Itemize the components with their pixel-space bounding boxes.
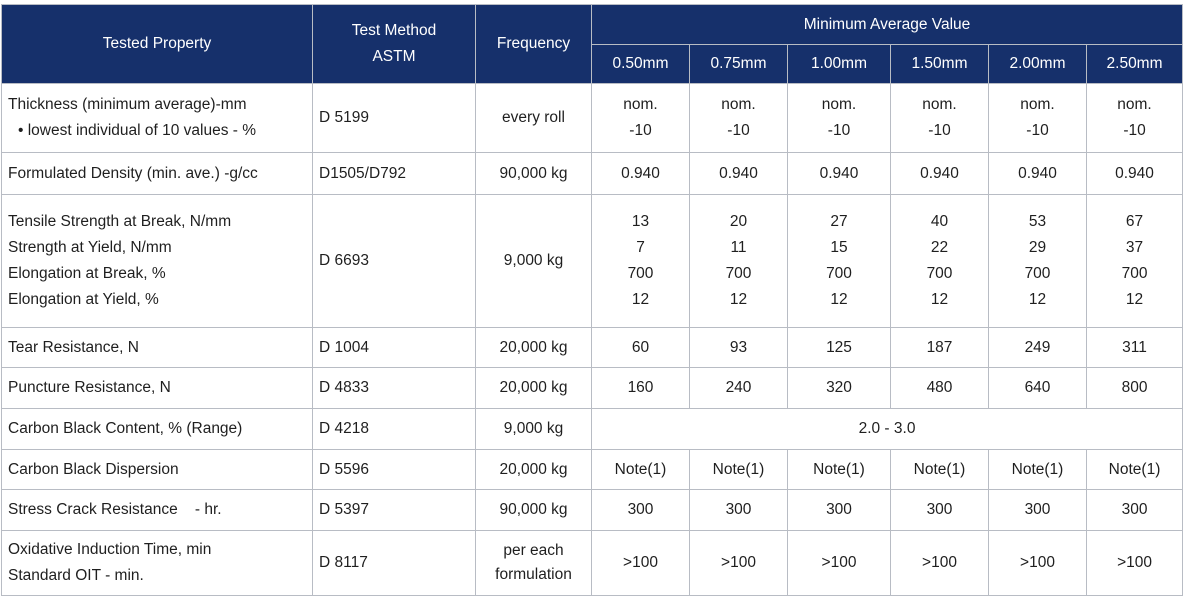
- property-cell: [2, 531, 313, 596]
- property-cell: [2, 84, 313, 153]
- property-cell: [2, 195, 313, 328]
- value-line: 12: [729, 291, 748, 308]
- value-line: nom.: [1117, 96, 1152, 113]
- frequency-cell: 20,000 kg: [476, 368, 592, 409]
- property-line: Standard OIT - min.: [8, 567, 144, 584]
- value-cell: 125: [788, 328, 891, 368]
- value-line: -10: [928, 122, 951, 139]
- method-cell: D 1004: [313, 328, 476, 368]
- value-cell: 800: [1087, 368, 1183, 409]
- header-minimum-average-value: Minimum Average Value: [592, 5, 1183, 45]
- value-line: nom.: [821, 96, 857, 113]
- value-cell: 300: [592, 490, 690, 531]
- method-cell: D 5596: [313, 450, 476, 490]
- method-cell: D1505/D792: [313, 153, 476, 195]
- table-row-oit: [2, 531, 1183, 596]
- value-cell: >100: [788, 531, 891, 596]
- frequency-cell: 20,000 kg: [476, 328, 592, 368]
- table-row-tear: [2, 328, 1183, 368]
- value-line: 700: [1121, 265, 1148, 282]
- value-line: 11: [730, 239, 747, 256]
- value-line: -10: [1123, 122, 1146, 139]
- value-cell: 0.940: [1087, 153, 1183, 195]
- value-cell: 0.940: [891, 153, 989, 195]
- value-cell: Note(1): [788, 450, 891, 490]
- header-thickness-col: 2.00mm: [989, 45, 1087, 84]
- value-cell: 320: [788, 368, 891, 409]
- table-row-thickness: [2, 84, 1183, 153]
- value-cell: 300: [1087, 490, 1183, 531]
- table-row-tensile: [2, 195, 1183, 328]
- value-line: 40: [930, 213, 949, 230]
- table-header: [2, 5, 1183, 84]
- value-line: nom.: [922, 96, 957, 113]
- value-cell: Note(1): [592, 450, 690, 490]
- value-cell: 0.940: [592, 153, 690, 195]
- property-line: Thickness (minimum average)-mm: [8, 96, 247, 113]
- property-line: Elongation at Break, %: [8, 265, 166, 282]
- value-line: 700: [1024, 265, 1051, 282]
- header-test-method-line1: Test Method: [351, 22, 437, 39]
- value-line: 700: [627, 265, 654, 282]
- value-cell: >100: [592, 531, 690, 596]
- frequency-line: per each: [503, 542, 564, 559]
- value-line: -10: [827, 122, 851, 139]
- value-cell: [788, 84, 891, 153]
- value-cell: 640: [989, 368, 1087, 409]
- property-cell: Carbon Black Content, % (Range): [2, 409, 313, 450]
- table-row-puncture: [2, 368, 1183, 409]
- header-test-method-line2: ASTM: [372, 48, 416, 65]
- header-thickness-col: 1.50mm: [891, 45, 989, 84]
- property-line: Tensile Strength at Break, N/mm: [8, 213, 232, 230]
- value-cell: >100: [989, 531, 1087, 596]
- value-line: -10: [1026, 122, 1049, 139]
- value-cell: >100: [1087, 531, 1183, 596]
- value-cell: [1087, 84, 1183, 153]
- method-cell: D 8117: [313, 531, 476, 596]
- value-cell: [891, 84, 989, 153]
- value-cell: 0.940: [788, 153, 891, 195]
- table-row-carbon-content: [2, 409, 1183, 450]
- value-line: 12: [1028, 291, 1047, 308]
- method-cell: D 4218: [313, 409, 476, 450]
- value-cell: 300: [891, 490, 989, 531]
- value-cell: >100: [690, 531, 788, 596]
- value-line: -10: [629, 122, 652, 139]
- frequency-cell: [476, 531, 592, 596]
- value-cell: 480: [891, 368, 989, 409]
- value-line: 700: [926, 265, 953, 282]
- value-line: 27: [830, 213, 848, 230]
- value-line: -10: [727, 122, 750, 139]
- value-cell: [891, 195, 989, 328]
- value-cell: 300: [690, 490, 788, 531]
- property-line: Elongation at Yield, %: [8, 291, 159, 308]
- value-line: 53: [1028, 213, 1047, 230]
- header-thickness-col: 2.50mm: [1087, 45, 1183, 84]
- property-line: Strength at Yield, N/mm: [8, 239, 172, 256]
- value-cell: [592, 84, 690, 153]
- method-cell: D 5397: [313, 490, 476, 531]
- value-cell: 60: [592, 328, 690, 368]
- method-cell: D 5199: [313, 84, 476, 153]
- frequency-cell: 9,000 kg: [476, 409, 592, 450]
- value-cell: 300: [788, 490, 891, 531]
- value-cell: 187: [891, 328, 989, 368]
- value-cell: Note(1): [1087, 450, 1183, 490]
- specification-table: [1, 4, 1183, 596]
- value-cell: 311: [1087, 328, 1183, 368]
- frequency-line: formulation: [495, 566, 572, 583]
- property-line: • lowest individual of 10 values - %: [18, 122, 257, 139]
- value-line: 700: [826, 265, 852, 282]
- frequency-cell: 90,000 kg: [476, 153, 592, 195]
- value-line: 20: [729, 213, 748, 230]
- property-cell: Tear Resistance, N: [2, 328, 313, 368]
- header-thickness-col: 0.75mm: [690, 45, 788, 84]
- value-cell: [788, 195, 891, 328]
- value-line: 12: [1125, 291, 1144, 308]
- value-cell: Note(1): [891, 450, 989, 490]
- value-line: 13: [631, 213, 650, 230]
- value-cell: 0.940: [690, 153, 788, 195]
- value-line: 700: [725, 265, 752, 282]
- value-cell: 240: [690, 368, 788, 409]
- value-cell: Note(1): [989, 450, 1087, 490]
- value-cell: >100: [891, 531, 989, 596]
- value-line: 22: [930, 239, 949, 256]
- value-line: 67: [1125, 213, 1144, 230]
- value-cell: 93: [690, 328, 788, 368]
- value-line: 12: [930, 291, 949, 308]
- value-line: 12: [631, 291, 650, 308]
- table-row-carbon-dispersion: [2, 450, 1183, 490]
- value-line: 15: [830, 239, 848, 256]
- header-tested-property: Tested Property: [2, 5, 313, 84]
- header-thickness-col: 1.00mm: [788, 45, 891, 84]
- value-cell: [1087, 195, 1183, 328]
- value-line: nom.: [623, 96, 658, 113]
- method-cell: D 4833: [313, 368, 476, 409]
- property-cell: Stress Crack Resistance - hr.: [2, 490, 313, 531]
- value-cell: [690, 195, 788, 328]
- frequency-cell: 90,000 kg: [476, 490, 592, 531]
- value-line: nom.: [721, 96, 756, 113]
- value-line: 12: [830, 291, 848, 308]
- value-cell: 0.940: [989, 153, 1087, 195]
- property-cell: Carbon Black Dispersion: [2, 450, 313, 490]
- header-frequency: Frequency: [476, 5, 592, 84]
- table-row-stress-crack: [2, 490, 1183, 531]
- value-cell: [592, 195, 690, 328]
- value-cell: [690, 84, 788, 153]
- value-cell: 300: [989, 490, 1087, 531]
- value-line: 37: [1125, 239, 1144, 256]
- property-cell: Formulated Density (min. ave.) -g/cc: [2, 153, 313, 195]
- table-row-density: [2, 153, 1183, 195]
- value-cell-range: 2.0 - 3.0: [592, 409, 1183, 450]
- value-line: 29: [1028, 239, 1047, 256]
- value-cell: Note(1): [690, 450, 788, 490]
- property-cell: Puncture Resistance, N: [2, 368, 313, 409]
- value-cell: [989, 84, 1087, 153]
- value-line: nom.: [1020, 96, 1055, 113]
- frequency-cell: every roll: [476, 84, 592, 153]
- frequency-cell: 20,000 kg: [476, 450, 592, 490]
- property-line: Oxidative Induction Time, min: [8, 541, 212, 558]
- method-cell: D 6693: [313, 195, 476, 328]
- header-test-method: [313, 5, 476, 84]
- value-line: 7: [636, 239, 645, 256]
- value-cell: [989, 195, 1087, 328]
- frequency-cell: 9,000 kg: [476, 195, 592, 328]
- value-cell: 249: [989, 328, 1087, 368]
- header-thickness-col: 0.50mm: [592, 45, 690, 84]
- value-cell: 160: [592, 368, 690, 409]
